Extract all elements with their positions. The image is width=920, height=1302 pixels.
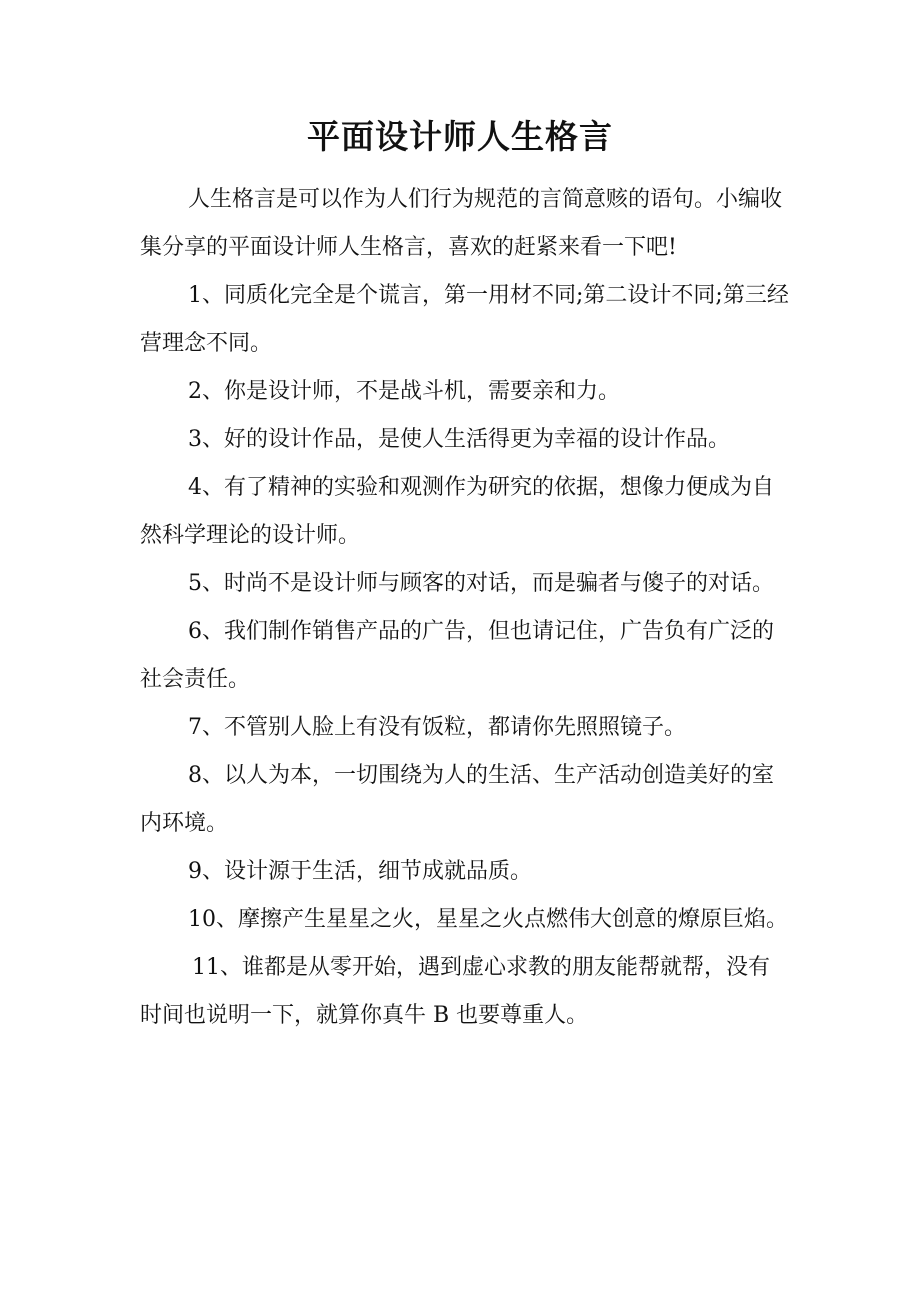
quote-item-4: 4、有了精神的实验和观测作为研究的依据，想像力便成为自然科学理论的设计师。 bbox=[140, 475, 774, 548]
quote-item-9: 9、设计源于生活，细节成就品质。 bbox=[188, 859, 532, 884]
document-body bbox=[140, 176, 790, 1040]
quote-item-1: 1、同质化完全是个谎言，第一用材不同;第二设计不同;第三经营理念不同。 bbox=[140, 283, 789, 356]
quote-item-5: 5、时尚不是设计师与顾客的对话，而是骗者与傻子的对话。 bbox=[188, 571, 774, 596]
quote-item-6: 6、我们制作销售产品的广告，但也请记住，广告负有广泛的社会责任。 bbox=[140, 619, 774, 692]
quote-item-8: 8、以人为本，一切围绕为人的生活、生产活动创造美好的室内环境。 bbox=[140, 763, 774, 836]
quote-item-11: 11、谁都是从零开始，遇到虚心求教的朋友能帮就帮，没有时间也说明一下，就算你真牛 B 也要尊重人。 bbox=[140, 955, 770, 1028]
page-title: 平面设计师人生格言 bbox=[307, 117, 613, 156]
quote-item-2: 2、你是设计师，不是战斗机，需要亲和力。 bbox=[188, 379, 620, 404]
intro-paragraph: 人生格言是可以作为人们行为规范的言简意赅的语句。小编收集分享的平面设计师人生格言，喜欢的赶紧来看一下吧! bbox=[140, 187, 783, 260]
quote-item-7: 7、不管别人脸上有没有饭粒，都请你先照照镜子。 bbox=[188, 715, 686, 740]
quote-item-10: 10、摩擦产生星星之火，星星之火点燃伟大创意的燎原巨焰。 bbox=[188, 907, 788, 932]
quote-item-3: 3、好的设计作品，是使人生活得更为幸福的设计作品。 bbox=[188, 427, 730, 452]
